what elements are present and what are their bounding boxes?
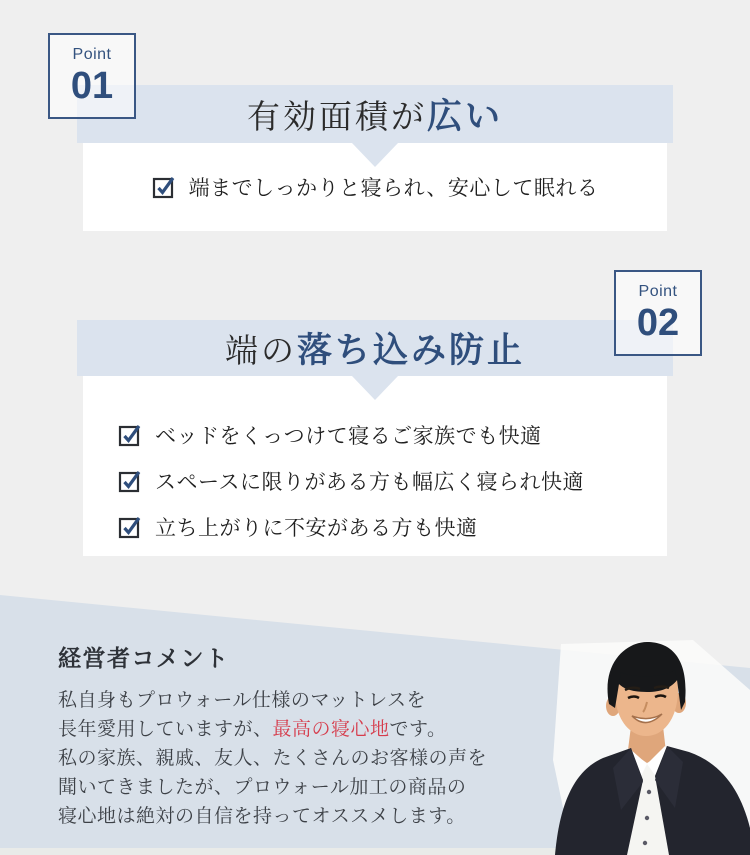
president-photo (543, 640, 750, 855)
owner-comment-section (0, 556, 750, 855)
point-01-badge (48, 33, 136, 119)
point-01-title-band (77, 85, 673, 143)
check-item-label: 端までしっかりと寝られ、安心して眠れる (188, 176, 599, 200)
point-02-badge-number: 02 (636, 302, 680, 344)
point-01-title-accent: 広い (426, 97, 503, 136)
checkbox-checked-icon (118, 469, 142, 493)
comment-line-1: 私自身もプロウォール仕様のマットレスを (58, 690, 427, 711)
comment-line-2-post: です。 (389, 719, 447, 740)
comment-line-5: 寝心地は絶対の自信を持ってオススメします。 (58, 806, 466, 827)
comment-line-2-pre: 長年愛用していますが、 (58, 719, 273, 740)
comment-line-3: 私の家族、親戚、友人、たくさんのお客様の声を (58, 748, 488, 769)
comment-content (58, 640, 487, 831)
highlight-red-text: 最高の寝心地 (272, 719, 390, 740)
point-01-title-regular: 有効面積が (246, 99, 427, 136)
check-item (118, 420, 667, 450)
checkbox-checked-icon (118, 515, 142, 539)
check-item-label: 立ち上がりに不安がある方も快適 (155, 516, 478, 540)
point-02-title-regular: 端の (224, 333, 297, 370)
check-item-label: ベッドをくっつけて寝るご家族でも快適 (155, 424, 542, 448)
point-02-content-box (83, 376, 667, 556)
point-02-badge-label: Point (638, 283, 678, 300)
check-item (118, 512, 667, 542)
check-item (118, 466, 667, 496)
checkbox-checked-icon (152, 175, 176, 199)
point-01-badge-label: Point (72, 46, 112, 63)
comment-heading: 経営者コメント (58, 645, 230, 671)
checkbox-checked-icon (118, 423, 142, 447)
check-item (152, 172, 599, 202)
comment-line-4: 聞いてきましたが、プロウォール加工の商品の (58, 777, 467, 798)
down-arrow-decoration-2 (352, 376, 398, 400)
comment-body (58, 686, 487, 831)
point-02-badge (614, 270, 702, 356)
point-01-badge-number: 01 (70, 65, 114, 107)
point-02-title-band (77, 320, 673, 376)
check-item-label: スペースに限りがある方も幅広く寝られ快適 (155, 470, 584, 494)
point-02-title-accent: 落ち込み防止 (296, 331, 525, 370)
down-arrow-decoration-1 (352, 143, 398, 167)
